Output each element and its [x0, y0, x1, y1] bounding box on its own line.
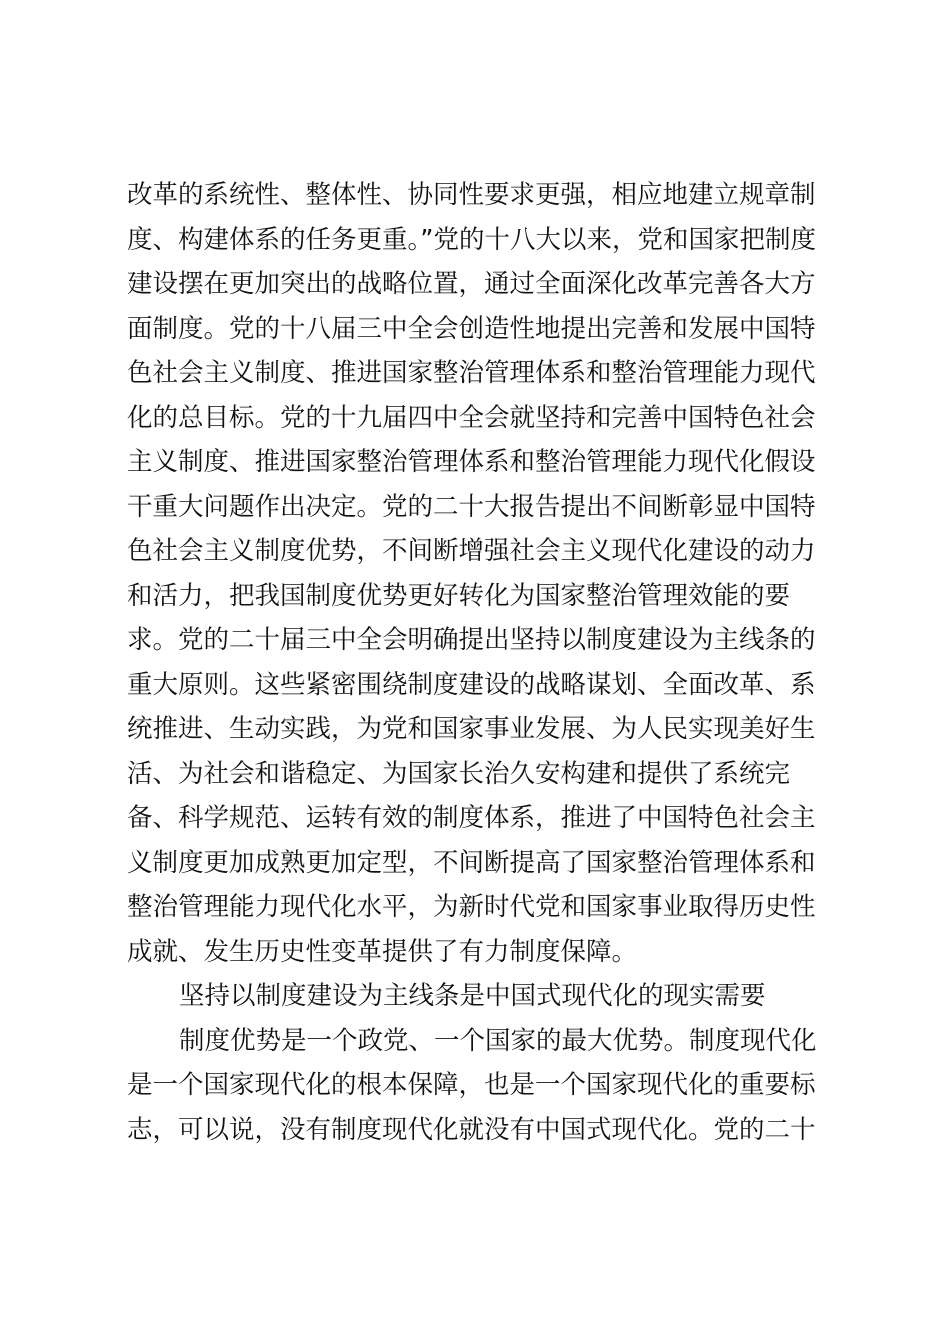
text-line: 和活力，把我国制度优势更好转化为国家整治管理效能的要 [127, 580, 791, 611]
heading-line: 坚持以制度建设为主线条是中国式现代化的现实需要 [179, 981, 766, 1011]
section-heading [127, 974, 847, 1019]
text-line: 志，可以说，没有制度现代化就没有中国式现代化。党的二十 [127, 1114, 816, 1145]
text-line: 建设摆在更加突出的战略位置，通过全面深化改革完善各大方 [127, 269, 816, 299]
text-line: 改革的系统性、整体性、协同性要求更强，相应地建立规章制 [127, 180, 816, 210]
text-line: 面制度。党的十八届三中全会创造性地提出完善和发展中国特 [127, 313, 816, 344]
text-line: 制度优势是一个政党、一个国家的最大优势。制度现代化 [179, 1025, 817, 1056]
text-line: 主义制度、推进国家整治管理体系和整治管理能力现代化假设 [127, 447, 816, 477]
text-line: 整治管理能力现代化水平，为新时代党和国家事业取得历史性 [127, 892, 816, 922]
text-line: 重大原则。这些紧密围绕制度建设的战略谋划、全面改革、系 [127, 669, 816, 700]
text-line: 活、为社会和谐稳定、为国家长治久安构建和提供了系统完 [127, 758, 791, 789]
body-text [127, 173, 847, 1152]
text-line: 备、科学规范、运转有效的制度体系，推进了中国特色社会主 [127, 803, 816, 833]
text-line: 度、构建体系的任务更重。”党的十八大以来，党和国家把制度 [127, 224, 816, 255]
paragraph-1 [127, 173, 847, 974]
text-line: 统推进、生动实践，为党和国家事业发展、为人民实现美好生 [127, 714, 816, 744]
text-line: 成就、发生历史性变革提供了有力制度保障。 [127, 936, 638, 967]
text-line: 化的总目标。党的十九届四中全会就坚持和完善中国特色社会 [127, 402, 816, 433]
text-line: 干重大问题作出决定。党的二十大报告提出不间断彰显中国特 [127, 491, 816, 522]
text-line: 色社会主义制度优势，不间断增强社会主义现代化建设的动力 [127, 536, 816, 566]
text-line: 色社会主义制度、推进国家整治管理体系和整治管理能力现代 [127, 358, 816, 388]
text-line: 义制度更加成熟更加定型，不间断提高了国家整治管理体系和 [127, 847, 816, 878]
paragraph-2 [127, 1019, 847, 1153]
text-line: 是一个国家现代化的根本保障，也是一个国家现代化的重要标 [127, 1070, 816, 1100]
text-line: 求。党的二十届三中全会明确提出坚持以制度建设为主线条的 [127, 625, 816, 655]
